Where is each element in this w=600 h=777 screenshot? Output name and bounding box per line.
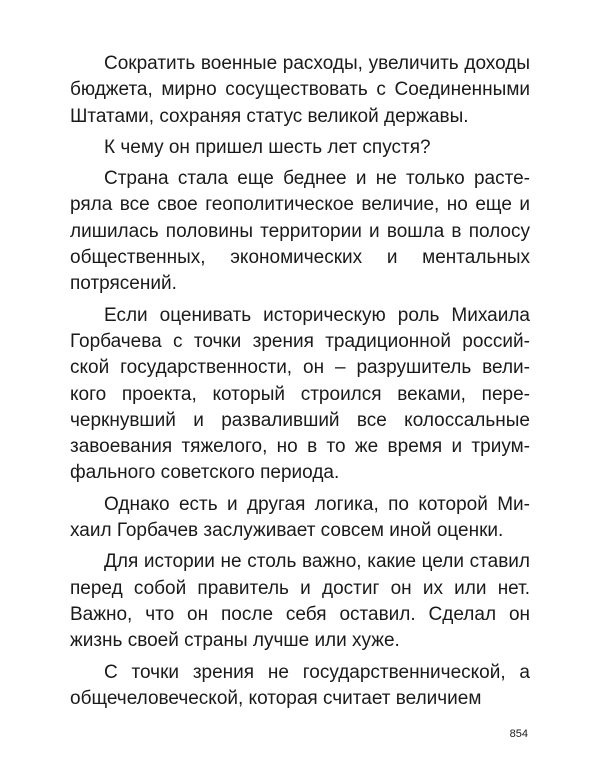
page-text (70, 51, 530, 717)
paragraph: С точки зрения не государственнической, а общечеловеческой, которая считает величием (70, 661, 530, 709)
paragraph: Если оценивать историческую роль Михаила Горбачева с точки зрения традиционной российской государственности, он – разрушитель великого проекта, который строился веками, перечеркнувший и разваливший все колоссальные завоевания тяжелого, но в то же время и триумфального советского периода. (70, 304, 530, 484)
paragraph: Сократить военные расходы, увеличить доходы бюджета, мирно сосуществовать с Соединенными Штатами, сохраняя статус великой державы. (70, 53, 530, 127)
paragraph: Для истории не столь важно, какие цели ставил перед собой правитель и достиг он их или нет. Важно, что он после себя оставил. Сделал он жизнь своей страны лучше или хуже. (70, 551, 530, 652)
paragraph: Страна стала еще беднее и не только растеряла все свое геополитическое величие, но еще и лишилась половины территории и вошла в полосу общественных, экономических и ментальных потрясений. (70, 168, 530, 295)
page-number: 854 (509, 728, 528, 740)
paragraph: К чему он пришел шесть лет спустя? (104, 136, 431, 158)
paragraph: Однако есть и другая логика, по которой Михаил Горбачев заслуживает совсем иной оценки. (70, 493, 530, 542)
